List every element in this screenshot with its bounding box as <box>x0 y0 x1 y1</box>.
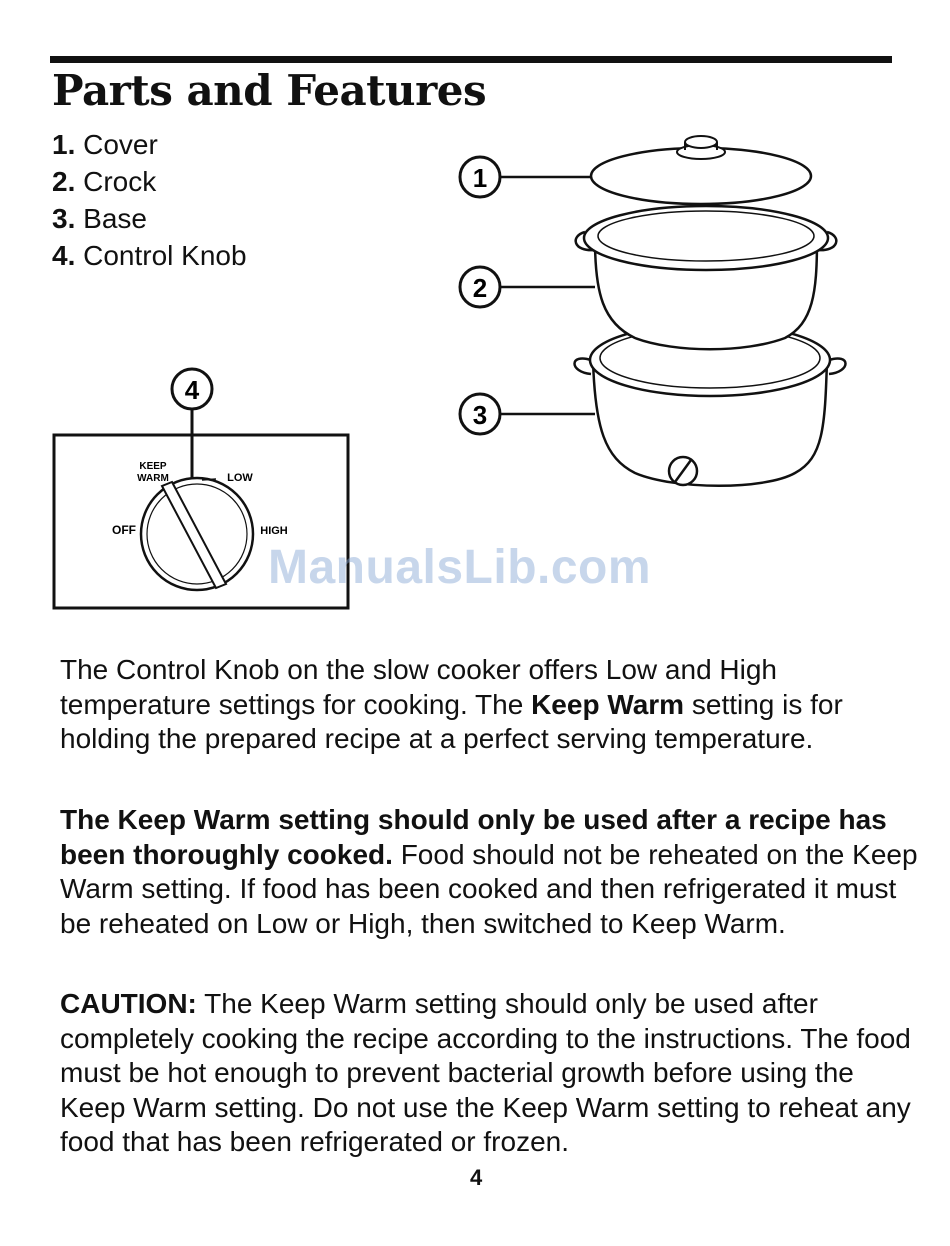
paragraph-control-knob: The Control Knob on the slow cooker offers Low and High temperature settings for cooking. The Keep Warm setting is for holding the prepared recipe at a perfect serving temperature. <box>60 654 843 754</box>
paragraph-keep-warm: The Keep Warm setting should only be used after a recipe has been thoroughly cooked. Food should not be reheated on the Keep Warm setting. If food has been cooked and then refrigerated it must be reheated on Low or High, then switched to Keep Warm. <box>60 804 918 939</box>
parts-list-item: 1. Cover <box>52 129 158 160</box>
page-number: 4 <box>470 1165 483 1190</box>
slow-cooker-diagram <box>445 128 855 498</box>
label-high: HIGH <box>260 525 288 537</box>
label-off: OFF <box>112 523 136 537</box>
parts-list-item: 4. Control Knob <box>52 240 247 271</box>
callout-number: 1 <box>472 163 488 193</box>
callout-number: 2 <box>472 273 488 303</box>
crock <box>576 206 837 349</box>
paragraph-caution: CAUTION: The Keep Warm setting should only be used after completely cooking the recipe according to the instructions. The food must be hot enough to prevent bacterial growth before using the Keep Warm setting. Do not use the Keep Warm setting to reheat any food that has been refrigerated or frozen. <box>60 988 911 1157</box>
parts-list-item: 2. Crock <box>52 166 157 197</box>
label-warm: WARM <box>137 473 169 484</box>
header-rule <box>50 56 892 63</box>
label-keep: KEEP <box>139 461 167 472</box>
watermark: ManualsLib.com <box>268 541 652 594</box>
parts-list <box>52 126 247 274</box>
callout-number: 3 <box>472 400 488 430</box>
parts-list-item: 3. Base <box>52 203 147 234</box>
cover <box>591 136 811 204</box>
page-title: Parts and Features <box>52 66 487 115</box>
label-low: LOW <box>227 472 253 484</box>
callout-number: 4 <box>184 375 200 405</box>
